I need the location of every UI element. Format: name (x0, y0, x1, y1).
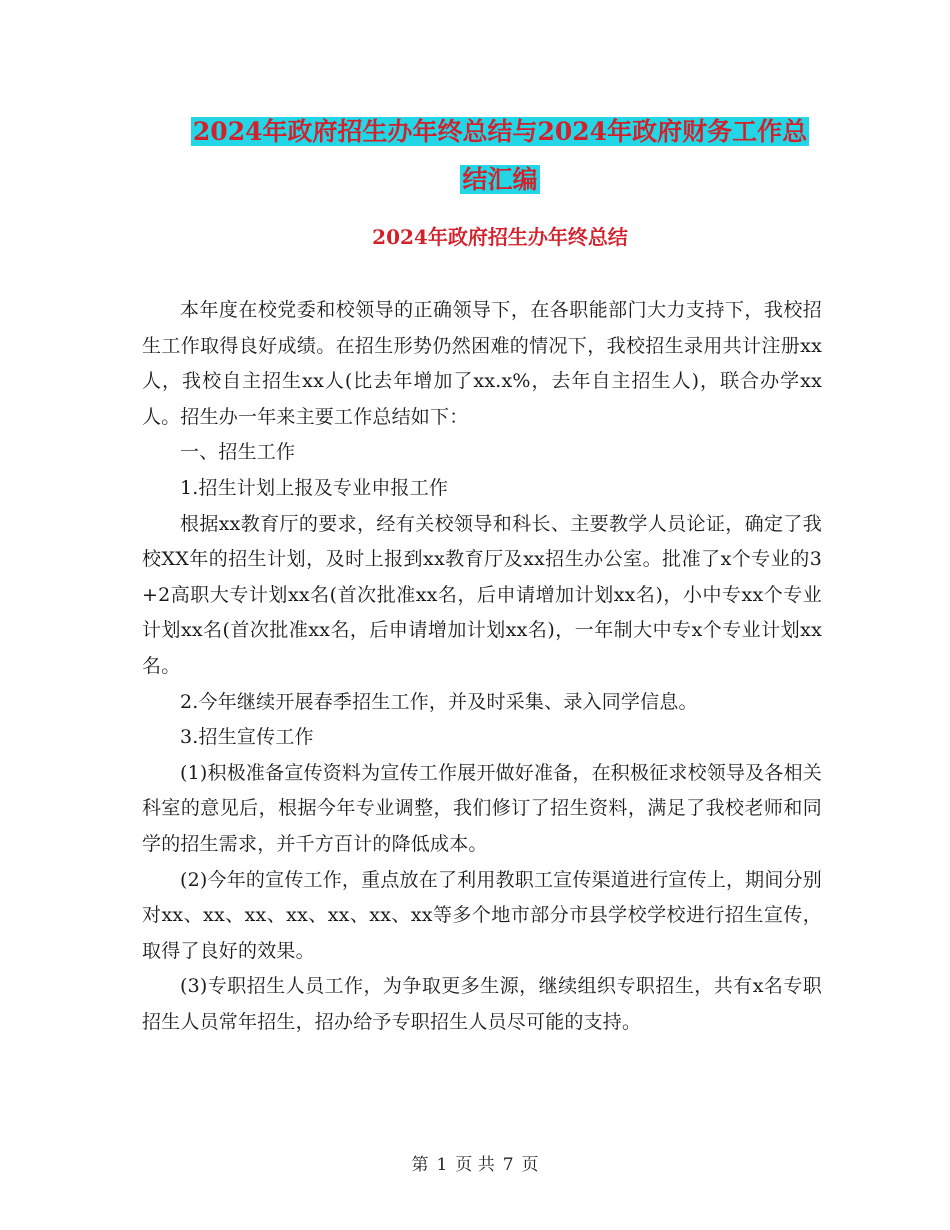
footer-label-page: 第 (411, 1155, 429, 1175)
footer-page-total: 7 (502, 1155, 514, 1175)
heading-publicity-work: 3.招生宣传工作 (180, 726, 314, 749)
paragraph-plan-details: 根据xx教育厅的要求，经有关校领导和科长、主要教学人员论证，确定了我校XX年的招生计划，及时上报到xx教育厅及xx招生办公室。批准了x个专业的3+2高职大专计划xx名(首次批准xx名，后申请增加计划xx名)，小中专xx个专业计划xx名(首次批准xx名，后申请增加计划xx名)，一年制大中专x个专业计划xx名。 (142, 512, 822, 677)
section-title: 2024年政府招生办年终总结 (372, 225, 628, 249)
page-footer (0, 1150, 950, 1175)
footer-label-of: 页 共 (455, 1155, 495, 1175)
document-body (142, 293, 822, 1040)
document-title (140, 108, 860, 204)
document-title-line1: 2024年政府招生办年终总结与2024年政府财务工作总 (192, 117, 808, 146)
paragraph-spring-enrollment: 2.今年继续开展春季招生工作，并及时采集、录入同学信息。 (180, 690, 698, 713)
footer-page-current: 1 (436, 1155, 448, 1175)
document-title-line2: 结汇编 (462, 165, 538, 194)
heading-plan-reporting: 1.招生计划上报及专业申报工作 (180, 476, 449, 499)
paragraph-publicity-2: (2)今年的宣传工作，重点放在了利用教职工宣传渠道进行宣传上，期间分别对xx、xx、xx、xx、xx、xx、xx等多个地市部分市县学校学校进行招生宣传，取得了良好的效果。 (142, 868, 822, 962)
paragraph-intro: 本年度在校党委和校领导的正确领导下，在各职能部门大力支持下，我校招生工作取得良好成绩。在招生形势仍然困难的情况下，我校招生录用共计注册xx人，我校自主招生xx人(比去年增加了xx.x%，去年自主招生人)，联合办学xx人。招生办一年来主要工作总结如下： (142, 299, 822, 428)
heading-enrollment-work: 一、招生工作 (180, 441, 296, 464)
footer-label-pages: 页 (521, 1155, 539, 1175)
paragraph-publicity-1: (1)积极准备宣传资料为宣传工作展开做好准备，在积极征求校领导及各相关科室的意见后，根据今年专业调整，我们修订了招生资料，满足了我校老师和同学的招生需求，并千方百计的降低成本。 (142, 761, 822, 855)
paragraph-publicity-3: (3)专职招生人员工作，为争取更多生源，继续组织专职招生，共有x名专职招生人员常年招生，招办给予专职招生人员尽可能的支持。 (142, 975, 822, 1033)
